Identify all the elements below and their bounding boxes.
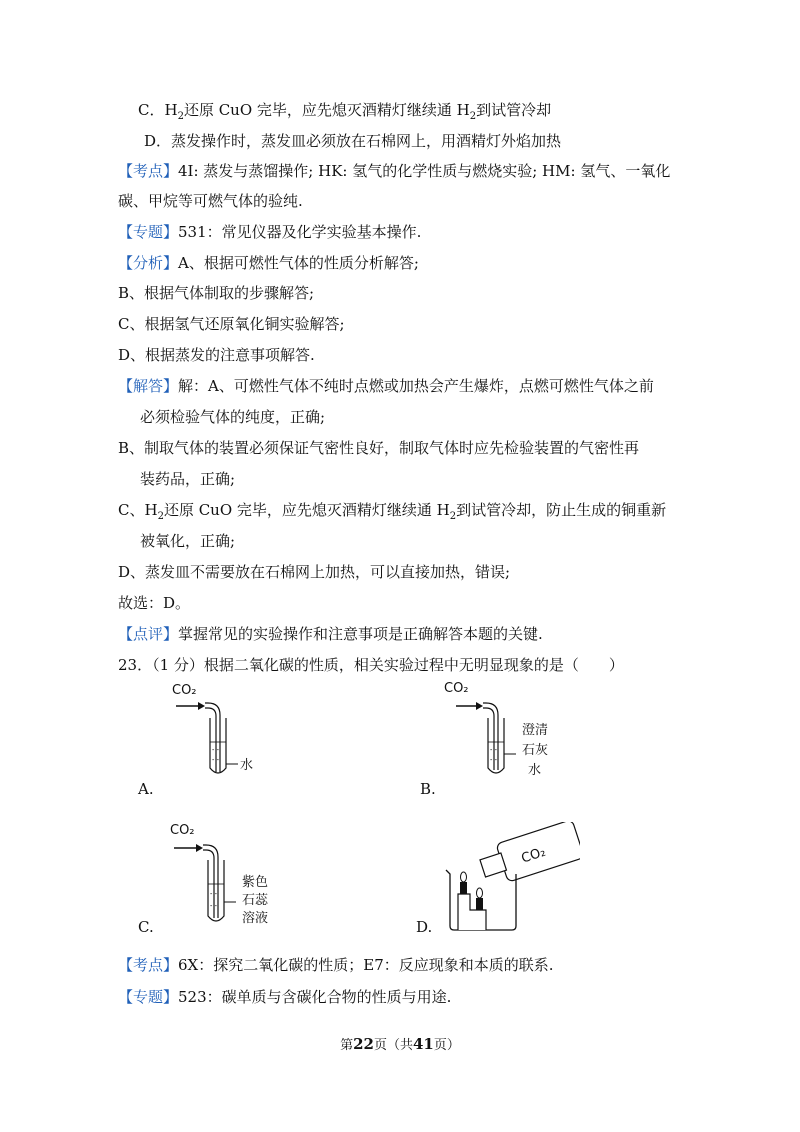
figure-c-litmus: [138, 820, 288, 936]
subscript: 2: [177, 111, 184, 122]
liquid-label-c3: 溶液: [242, 911, 269, 926]
text-run: 装药品，正确;: [140, 470, 236, 488]
text-run: 被氧化，正确;: [140, 532, 236, 550]
co2-label-b: CO₂: [444, 681, 469, 696]
text-line: [118, 593, 190, 613]
text-run: D．蒸发操作时，蒸发皿必须放在石棉网上，用酒精灯外焰加热: [144, 132, 562, 150]
svg-text:- -: - -: [210, 902, 217, 910]
figure-a-water: [138, 680, 278, 798]
section-tag: 【专题】: [118, 223, 179, 241]
text-run: 到试管冷却，防止生成的铜重新: [456, 501, 667, 519]
text-line: [118, 253, 419, 273]
co2-label-a: CO₂: [172, 683, 197, 698]
text-line: [140, 407, 325, 427]
arrow-icon: [174, 844, 203, 852]
text-run: 碳、甲烷等可燃气体的验纯.: [118, 192, 303, 210]
text-run: B、根据气体制取的步骤解答;: [118, 284, 315, 302]
text-run: 531：常见仪器及化学实验基本操作.: [178, 223, 422, 241]
text-run: C、根据氢气还原氧化铜实验解答;: [118, 315, 345, 333]
page-total: 41: [413, 1035, 434, 1053]
liquid-label-b1: 澄清: [522, 723, 549, 738]
text-run: 6X：探究二氧化碳的性质；E7：反应现象和本质的联系.: [178, 956, 554, 974]
option-d-label: D.: [416, 918, 433, 936]
text-line: [118, 624, 543, 644]
text-run: B、制取气体的装置必须保证气密性良好，制取气体时应先检验装置的气密性再: [118, 439, 640, 457]
text-line: [138, 100, 551, 127]
svg-text:- -: - -: [490, 756, 497, 764]
page-number: 22: [353, 1035, 374, 1053]
text-line: [118, 345, 315, 365]
section-tag: 【考点】: [118, 162, 179, 180]
text-run: C、H: [118, 501, 158, 519]
svg-text:- -: - -: [212, 746, 219, 754]
text-line: [118, 562, 510, 582]
figure-d-candles: [416, 822, 580, 936]
co2-label-d: CO₂: [519, 844, 548, 867]
text-run: 23．（1 分）根据二氧化碳的性质，相关实验过程中无明显现象的是（ ）: [118, 656, 624, 674]
liquid-label-b3: 水: [528, 763, 542, 778]
text-line: [118, 987, 451, 1007]
page-footer: 第22页（共41页）: [340, 1035, 460, 1053]
section-tag: 【点评】: [118, 625, 179, 643]
gas-bottle: [477, 822, 580, 888]
subscript: 2: [157, 511, 164, 522]
text-run: 4I: 蒸发与蒸馏操作; HK: 氢气的化学性质与燃烧实验; HM: 氢气、一氧化: [178, 162, 671, 180]
text-run: 523：碳单质与含碳化合物的性质与用途.: [178, 988, 452, 1006]
svg-text:- -: - -: [210, 890, 217, 898]
subscript: 2: [469, 111, 477, 122]
text-run: 还原 CuO 完毕，应先熄灭酒精灯继续通 H: [163, 501, 450, 519]
text-run: 还原 CuO 完毕，应先熄灭酒精灯继续通 H: [183, 101, 470, 119]
text-run: C．H: [138, 101, 178, 119]
text-line: [118, 376, 654, 396]
text-run: 掌握常见的实验操作和注意事项是正确解答本题的关键.: [178, 625, 543, 643]
liquid-label-c1: 紫色: [242, 875, 269, 890]
liquid-label-a: 水: [240, 758, 254, 773]
text-line: [140, 531, 235, 551]
text-line: [118, 438, 639, 458]
section-tag: 【考点】: [118, 956, 179, 974]
section-tag: 【专题】: [118, 988, 179, 1006]
section-tag: 【解答】: [118, 377, 179, 395]
text-line: [144, 131, 561, 151]
text-line: [118, 191, 303, 211]
liquid-label-b2: 石灰: [522, 743, 549, 758]
text-run: A、根据可燃性气体的性质分析解答;: [178, 254, 419, 272]
text-line: [118, 222, 421, 242]
text-line: [118, 314, 345, 334]
option-a-label: A.: [138, 780, 154, 798]
co2-label-c: CO₂: [170, 823, 195, 838]
arrow-icon: [176, 702, 205, 710]
text-run: D、根据蒸发的注意事项解答.: [118, 346, 315, 364]
text-run: 到试管冷却: [476, 101, 552, 119]
svg-text:- -: - -: [490, 746, 497, 754]
text-line: [118, 283, 314, 303]
text-line: [140, 469, 235, 489]
text-line: [118, 655, 624, 675]
figure-b-limewater: [420, 678, 560, 798]
text-line: [118, 161, 670, 181]
text-line: [118, 955, 554, 975]
section-tag: 【分析】: [118, 254, 179, 272]
svg-text:- -: - -: [212, 756, 219, 764]
arrow-icon: [456, 702, 483, 710]
option-b-label: B.: [420, 780, 436, 798]
text-line: [118, 500, 666, 527]
text-run: 解：A、可燃性气体不纯时点燃或加热会产生爆炸，点燃可燃性气体之前: [178, 377, 654, 395]
text-run: 必须检验气体的纯度，正确;: [140, 408, 326, 426]
option-c-label: C.: [138, 918, 154, 936]
liquid-label-c2: 石蕊: [242, 893, 269, 908]
text-run: 故选：D。: [118, 594, 191, 612]
text-run: D、蒸发皿不需要放在石棉网上加热，可以直接加热，错误;: [118, 563, 511, 581]
subscript: 2: [449, 511, 457, 522]
